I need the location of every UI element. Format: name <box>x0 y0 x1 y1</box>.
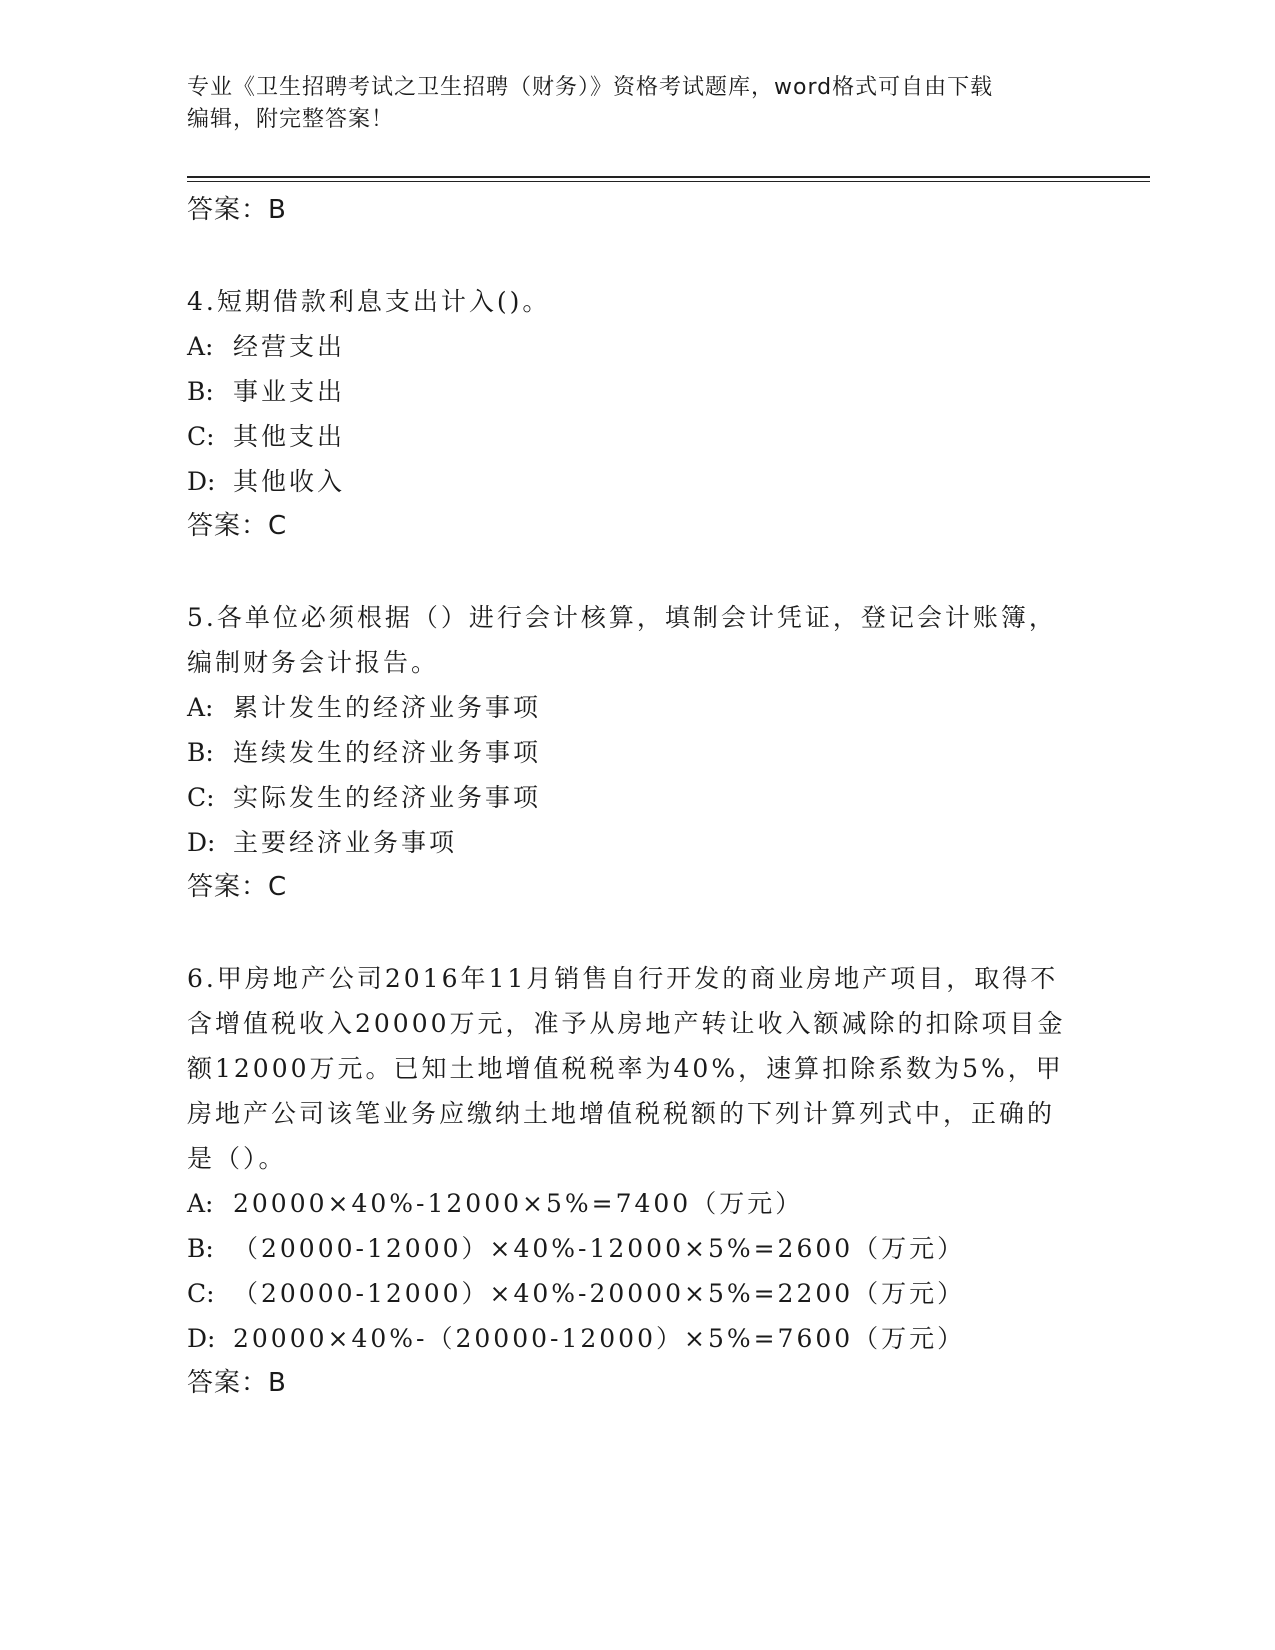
question-4 <box>187 279 1067 548</box>
option-b <box>187 1226 1067 1271</box>
option-c <box>187 1271 1067 1316</box>
option-label: D: <box>187 467 216 496</box>
option-text: （20000-12000）×40%-12000×5%=2600（万元） <box>233 1234 966 1263</box>
option-c <box>187 414 1067 459</box>
option-a <box>187 324 1067 369</box>
option-label: C: <box>187 783 215 812</box>
option-label: B: <box>187 1234 214 1263</box>
option-text: 累计发生的经济业务事项 <box>233 693 542 722</box>
option-c <box>187 775 1067 820</box>
option-label: A: <box>187 332 214 361</box>
header-divider-thick <box>187 176 1150 178</box>
option-label: A: <box>187 1189 214 1218</box>
option-b <box>187 730 1067 775</box>
option-a <box>187 685 1067 730</box>
question-6 <box>187 956 1067 1405</box>
answer: 答案：C <box>187 511 288 541</box>
header-line-1: 专业《卫生招聘考试之卫生招聘（财务）》资格考试题库，word格式可自由下载 <box>187 75 994 100</box>
header-divider-thin <box>187 181 1150 182</box>
document-header <box>187 72 1067 136</box>
option-label: D: <box>187 828 216 857</box>
option-label: C: <box>187 422 215 451</box>
option-label: A: <box>187 693 214 722</box>
option-label: B: <box>187 738 214 767</box>
question-text: 4.短期借款利息支出计入()。 <box>187 287 551 316</box>
question-text: 6.甲房地产公司2016年11月销售自行开发的商业房地产项目，取得不含增值税收入20000万元，准予从房地产转让收入额减除的扣除项目金额12000万元。已知土地增值税税率为40%，速算扣除系数为5%，甲房地产公司该笔业务应缴纳土地增值税税额的下列计算列式中，正确的是（）。 <box>187 964 1066 1173</box>
previous-answer: 答案：B <box>187 195 287 225</box>
option-label: C: <box>187 1279 215 1308</box>
option-text: （20000-12000）×40%-20000×5%=2200（万元） <box>233 1279 966 1308</box>
question-list <box>187 188 1067 1405</box>
option-a <box>187 1181 1067 1226</box>
option-b <box>187 369 1067 414</box>
option-text: 20000×40%-（20000-12000）×5%=7600（万元） <box>233 1324 966 1353</box>
option-label: B: <box>187 377 214 406</box>
option-text: 其他收入 <box>233 467 346 496</box>
answer: 答案：B <box>187 1368 287 1398</box>
header-line-2: 编辑，附完整答案！ <box>187 107 395 132</box>
option-d <box>187 820 1067 865</box>
option-text: 连续发生的经济业务事项 <box>233 738 542 767</box>
option-text: 主要经济业务事项 <box>233 828 458 857</box>
option-text: 事业支出 <box>233 377 346 406</box>
option-label: D: <box>187 1324 216 1353</box>
question-text: 5.各单位必须根据（）进行会计核算，填制会计凭证，登记会计账簿，编制财务会计报告。 <box>187 603 1057 677</box>
option-text: 20000×40%-12000×5%=7400（万元） <box>233 1189 804 1218</box>
question-5 <box>187 595 1067 909</box>
option-text: 经营支出 <box>233 332 346 361</box>
option-text: 实际发生的经济业务事项 <box>233 783 542 812</box>
answer: 答案：C <box>187 872 288 902</box>
option-d <box>187 1316 1067 1361</box>
option-text: 其他支出 <box>233 422 346 451</box>
option-d <box>187 459 1067 504</box>
